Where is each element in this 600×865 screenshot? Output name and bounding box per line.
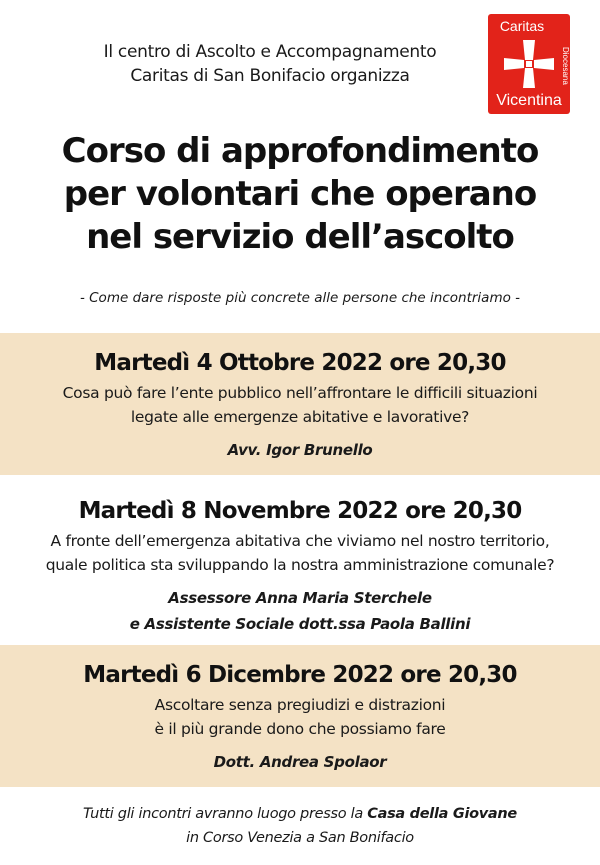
event-description-line-2: quale politica sta sviluppando la nostra amministrazione comunale? [45,556,555,574]
event-description-line-1: A fronte dell’emergenza abitativa che viviamo nel nostro territorio, [50,532,550,550]
event-block-1 [0,333,600,475]
cross-icon [502,38,556,90]
event-speaker [0,437,600,463]
title-line-2: per volontari che operano [63,174,537,214]
event-block-3 [0,645,600,787]
event-speaker-line-2: e Assistente Sociale dott.ssa Paola Ballini [129,615,471,633]
event-speaker-line-1: Assessore Anna Maria Sterchele [168,589,432,607]
event-description-line-2: legate alle emergenze abitative e lavorative? [130,408,470,426]
logo-text-bottom: Vicentina [496,92,562,109]
footer-line-2: in Corso Venezia a San Bonifacio [186,830,414,846]
page-title [30,130,570,259]
event-description-line-1: Ascoltare senza pregiudizi e distrazioni [154,696,446,714]
event-speaker [0,749,600,775]
event-description-line-1: Cosa può fare l’ente pubblico nell’affrontare le difficili situazioni [62,384,538,402]
event-speaker-line-1: Avv. Igor Brunello [227,441,373,459]
organizer-text [60,40,480,88]
footer-venue: Casa della Giovane [367,806,517,822]
event-speaker [0,585,600,637]
organizer-line-2: Caritas di San Bonifacio organizza [130,66,410,86]
event-description [0,693,600,741]
subtitle: - Come dare risposte più concrete alle persone che incontriamo - [79,290,521,306]
event-date: Martedì 8 Novembre 2022 ore 20,30 [78,498,522,524]
event-speaker-line-1: Dott. Andrea Spolaor [213,753,387,771]
caritas-logo [488,14,570,114]
logo-text-top: Caritas [499,18,545,34]
footer-line-1 [30,802,570,826]
event-date: Martedì 6 Dicembre 2022 ore 20,30 [83,662,517,688]
event-date: Martedì 4 Ottobre 2022 ore 20,30 [94,350,506,376]
title-line-3: nel servizio dell’ascolto [86,217,514,257]
event-description [0,381,600,429]
footer-line-1-prefix: Tutti gli incontri avranno luogo presso la [83,806,363,822]
event-description [0,529,600,577]
title-line-1: Corso di approfondimento [61,131,539,171]
event-block-2 [0,475,600,645]
footer-note [30,802,570,850]
logo-text-side: Diocesana [561,47,570,85]
organizer-line-1: Il centro di Ascolto e Accompagnamento [103,42,437,62]
event-description-line-2: è il più grande dono che possiamo fare [154,720,446,738]
